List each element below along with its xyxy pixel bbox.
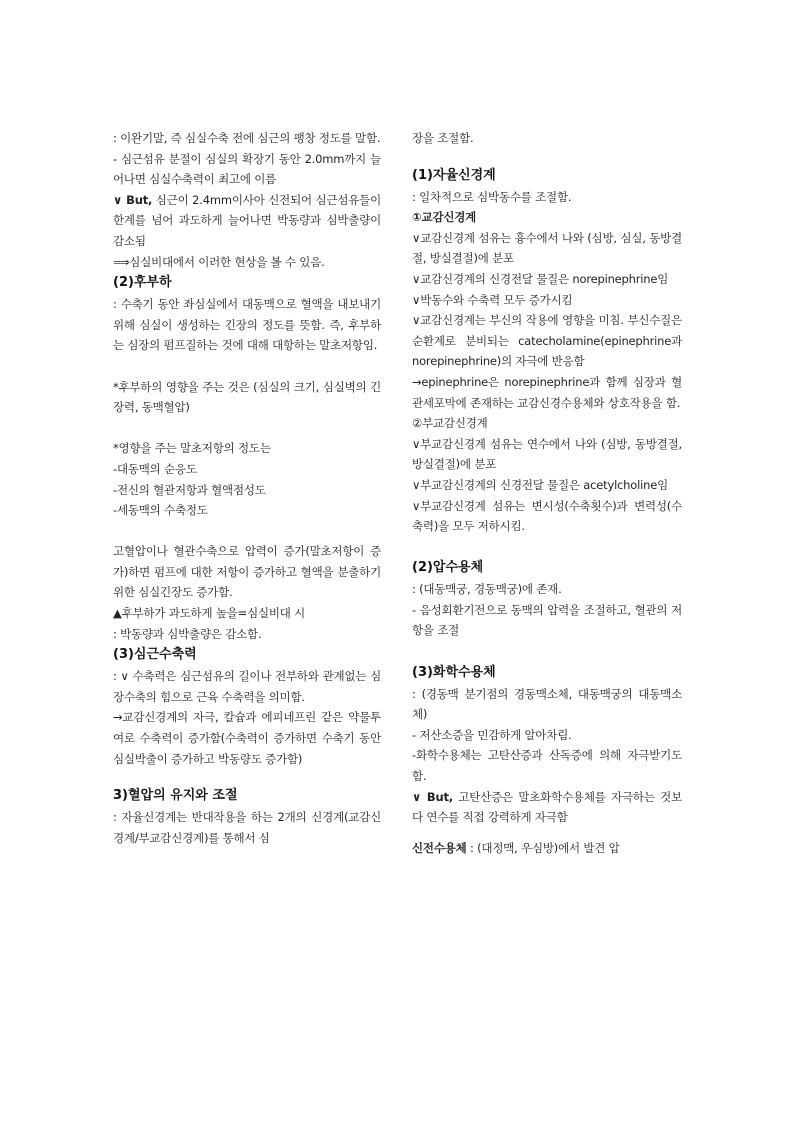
heading-parasympathetic: ②부교감신경계 bbox=[412, 416, 488, 431]
preload-definition: : 이완기말, 즉 심실수축 전에 심근의 팽창 정도를 말함. bbox=[113, 131, 381, 145]
sympathetic-fibers: ∨교감신경계 섬유는 흉수에서 나와 (심방, 심실, 동방결절, 방실결절)에 분포 bbox=[412, 230, 682, 266]
heading-afterload: (2)후부하 bbox=[113, 275, 172, 291]
right-column bbox=[412, 128, 682, 858]
chemoreceptor-hypercapnia: -화학수용체는 고탄산증과 산독증에 의해 자극받기도 함. bbox=[412, 748, 682, 784]
heading-autonomic: (1)자율신경계 bbox=[412, 167, 496, 183]
hypertension-note: 고혈압이나 혈관수축으로 압력이 증가(말초저항이 증가)하면 펌프에 대한 저항이 증가하고 혈액을 분출하기 위한 심실긴장도 증가함. bbox=[113, 544, 381, 600]
baroreceptor-function: - 음성회환기전으로 동맥의 압력을 조절하고, 혈관의 저항을 조절 bbox=[412, 602, 682, 638]
preload-hypertrophy: ⟹심실비대에서 이러한 현상을 볼 수 있음. bbox=[113, 254, 325, 269]
preload-overstretch: ∨ But, 심근이 2.4mm이사아 신전되어 심근섬유들이 한계를 넘어 과도하게 늘어나면 박동량과 심박출량이 감소됨 bbox=[113, 192, 381, 248]
afterload-definition: : 수축기 동안 좌심실에서 대동맥으로 혈액을 내보내기 위해 심실이 생성하는 긴장의 정도를 뜻함. 즉, 후부하는 심장의 펌프질하는 것에 대해 대항하는 말초저항임. bbox=[113, 297, 381, 353]
chemoreceptor-location: : (경동맥 분기점의 경동맥소체, 대동맥궁의 대동맥소체) bbox=[412, 686, 682, 722]
sympathetic-adrenal: ∨교감신경계는 부신의 작용에 영향을 미침. 부신수질은 순환계로 분비되는 catecholamine(epinephrine과 norepinephrine)의 자극에 반응함 bbox=[412, 313, 682, 369]
resistance-item: -전신의 혈관저항과 혈액점성도 bbox=[113, 482, 266, 497]
heading-chemoreceptor: (3)화학수용체 bbox=[412, 664, 496, 680]
parasympathetic-transmitter: ∨부교감신경계의 신경전달 물질은 acetylcholine임 bbox=[412, 477, 668, 492]
ans-intro: : 자율신경계는 반대작용을 하는 2개의 신경계(교감신경계/부교감신경계)를 통해서 심 bbox=[113, 810, 381, 845]
preload-fiber-length: - 심근섬유 분절이 심실의 확장기 동안 2.0mm까지 늘어나면 심실수축력이 최고에 이름 bbox=[113, 151, 381, 187]
parasympathetic-fibers: ∨부교감신경계 섬유는 연수에서 나와 (심방, 동방결절, 방실결절)에 분포 bbox=[412, 436, 682, 472]
afterload-high-result: : 박동량과 심박출량은 감소함. bbox=[113, 626, 262, 641]
heading-sympathetic: ①교감신경계 bbox=[412, 210, 477, 225]
heading-baroreceptor: (2)압수용체 bbox=[412, 560, 484, 576]
stretch-receptor: 신전수용체 : (대정맥, 우심방)에서 발견 압 bbox=[412, 840, 620, 855]
sympathetic-effect: ∨박동수와 수축력 모두 증가시킴 bbox=[412, 292, 573, 307]
afterload-high-note: ▲후부하가 과도하게 높을=심실비대 시 bbox=[113, 606, 306, 621]
afterload-factors: *후부하의 영향을 주는 것은 (심실의 크기, 심실벽의 긴장력, 동맥혈압) bbox=[113, 379, 381, 415]
resistance-item: -세동맥의 수축정도 bbox=[113, 503, 208, 518]
stretch-receptor-term: 신전수용체 bbox=[412, 840, 467, 855]
left-column bbox=[113, 128, 381, 848]
chemoreceptor-medulla: ∨ But, 고탄산증은 말초화학수용체를 자극하는 것보다 연수를 직접 강력하게 자극함 bbox=[412, 789, 682, 825]
epinephrine-note: →epinephrine은 norepinephrine과 함께 심장과 혈관세포막에 존재하는 교감신경수용체와 상호작용을 함. bbox=[412, 374, 682, 410]
chemoreceptor-hypoxia: - 저산소증을 민감하게 알아차림. bbox=[412, 727, 572, 742]
ans-intro-cont: 장을 조절함. bbox=[412, 131, 474, 145]
autonomic-definition: : 일차적으로 심박동수를 조절함. bbox=[412, 189, 572, 204]
heading-contractility: (3)심근수축력 bbox=[113, 647, 197, 663]
heading-blood-pressure: 3)혈압의 유지와 조절 bbox=[113, 788, 238, 804]
sympathetic-transmitter: ∨교감신경계의 신경전달 물질은 norepinephrine임 bbox=[412, 271, 669, 286]
but-marker: ∨ But, bbox=[412, 789, 453, 804]
contractility-increase: →교감신경계의 자극, 칼슘과 에피네프린 같은 약물투여로 수축력이 증가함(수축력이 증가하면 수축기 동안 심실박출이 증가하고 박동량도 증가함) bbox=[113, 710, 381, 766]
but-marker: ∨ But, bbox=[113, 192, 153, 207]
contractility-definition: : ∨ 수축력은 심근섬유의 길이나 전부하와 관계없는 심장수축의 힘으로 근육 수축력을 의미함. bbox=[113, 669, 381, 704]
parasympathetic-effect: ∨부교감신경계 섬유는 변시성(수축횟수)과 변력성(수축력)을 모두 저하시킴. bbox=[412, 498, 682, 534]
resistance-item: -대동맥의 순응도 bbox=[113, 461, 197, 476]
baroreceptor-location: : (대동맥궁, 경동맥궁)에 존재. bbox=[412, 582, 562, 597]
resistance-intro: *영향을 주는 말초저항의 정도는 bbox=[113, 441, 271, 456]
